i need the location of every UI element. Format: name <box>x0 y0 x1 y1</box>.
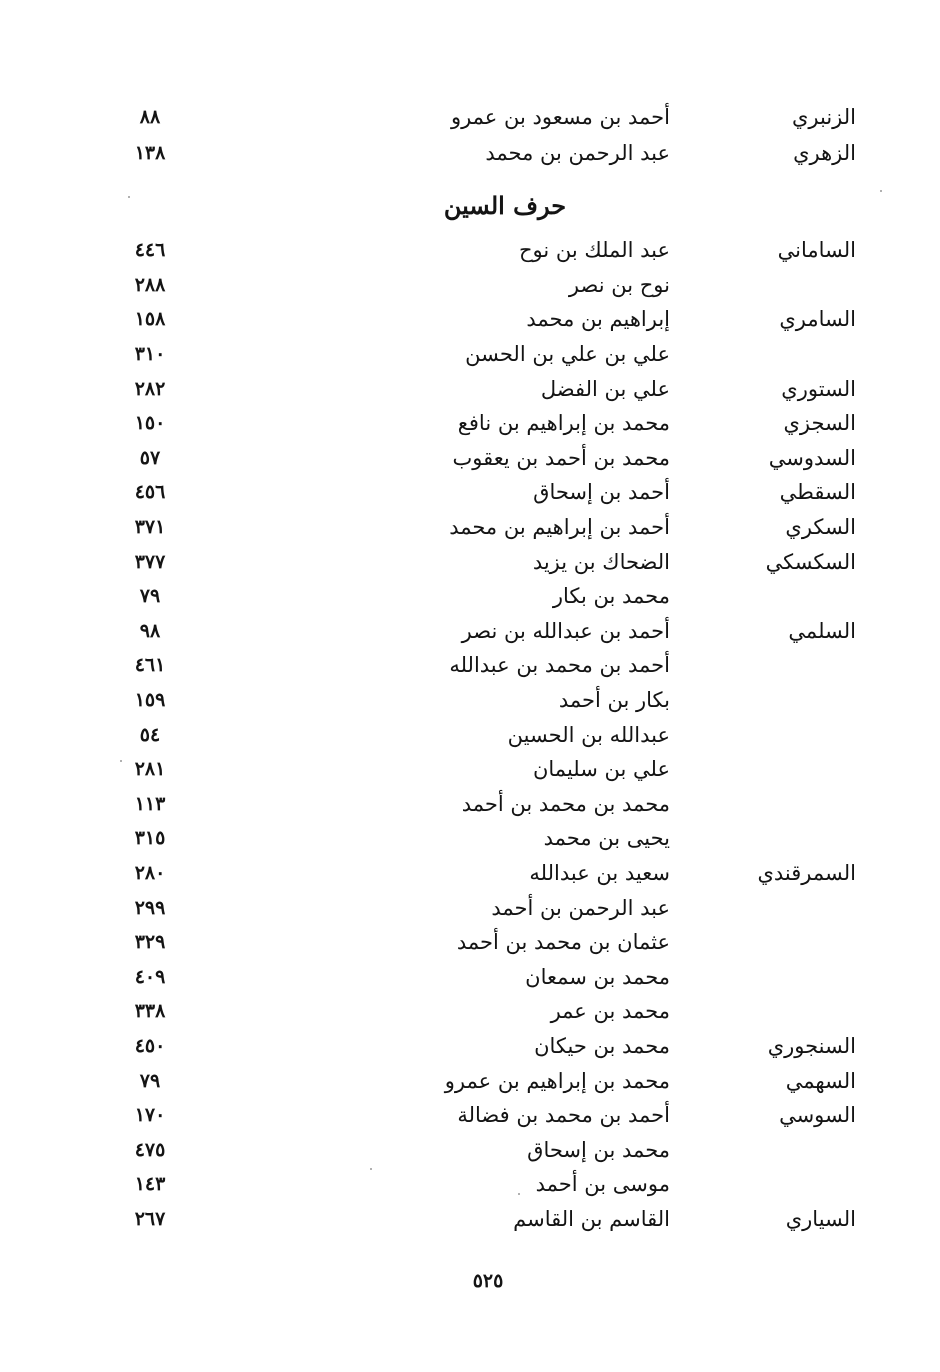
index-row <box>0 1063 940 1098</box>
person-name: سعيد بن عبدالله <box>529 860 670 885</box>
nisba <box>686 821 856 856</box>
person-name: محمد بن أحمد بن يعقوب <box>452 445 670 470</box>
scan-speck <box>880 190 882 192</box>
scan-speck <box>518 1193 520 1195</box>
page-reference: ٧٩ <box>139 585 161 608</box>
page-reference: ٢٨٠ <box>134 861 166 884</box>
page-reference: ٩٨ <box>139 619 161 642</box>
person-name: يحيى بن محمد <box>543 826 670 851</box>
nisba: الزهري <box>793 141 856 165</box>
person-name: عبد الرحمن بن أحمد <box>491 895 670 920</box>
nisba: السكسكي <box>765 549 856 574</box>
person-name: أحمد بن محمد بن فضالة <box>457 1103 670 1128</box>
person-name: علي بن علي بن الحسن <box>465 342 670 367</box>
person-name: علي بن سليمان <box>532 757 670 782</box>
nisba <box>686 959 856 994</box>
index-row <box>0 925 940 960</box>
section-heading: حرف السين <box>443 191 567 220</box>
page-reference: ١٣٨ <box>134 142 166 164</box>
index-row <box>0 1098 940 1133</box>
nisba <box>686 337 856 372</box>
page-reference: ٣٧٧ <box>134 550 166 573</box>
person-name: محمد بن إبراهيم بن عمرو <box>444 1068 670 1093</box>
page-reference: ٤٥٦ <box>134 481 166 504</box>
index-row <box>0 856 940 891</box>
nisba <box>686 579 856 614</box>
person-name: الضحاك بن يزيد <box>532 549 670 574</box>
index-row <box>0 510 940 545</box>
index-row <box>0 544 940 579</box>
page-reference: ٤٦١ <box>134 654 166 677</box>
nisba <box>686 752 856 787</box>
page-reference: ١٧٠ <box>134 1104 166 1127</box>
person-name: موسى بن أحمد <box>535 1172 670 1197</box>
person-name: محمد بن حيكان <box>534 1033 670 1058</box>
nisba <box>686 994 856 1029</box>
nisba: السهمي <box>785 1068 856 1093</box>
index-row <box>0 475 940 510</box>
nisba <box>686 925 856 960</box>
nisba <box>686 717 856 752</box>
index-row <box>0 1202 940 1237</box>
page-reference: ٢٩٩ <box>134 896 166 919</box>
person-name: محمد بن إبراهيم بن نافع <box>457 411 670 436</box>
nisba: الزنبري <box>791 105 856 129</box>
page-reference: ٤٧٥ <box>134 1138 166 1161</box>
page-reference: ١٤٣ <box>134 1173 166 1196</box>
person-name: نوح بن نصر <box>568 272 670 297</box>
person-name: علي بن الفضل <box>540 376 670 401</box>
person-name: عبد الرحمن بن محمد <box>485 141 670 165</box>
index-row <box>0 787 940 822</box>
top-entries <box>0 99 940 171</box>
index-row <box>0 441 940 476</box>
page-reference: ٣٣٨ <box>134 1000 166 1023</box>
person-name: أحمد بن إسحاق <box>533 480 670 505</box>
index-row <box>0 406 940 441</box>
index-row <box>0 648 940 683</box>
person-name: أحمد بن مسعود بن عمرو <box>450 105 670 129</box>
page-reference: ٣١٥ <box>134 827 166 850</box>
nisba <box>686 683 856 718</box>
nisba: السلمي <box>788 618 856 643</box>
nisba <box>686 787 856 822</box>
index-row <box>0 302 940 337</box>
page-reference: ٣٢٩ <box>134 931 166 954</box>
page-number: ٥٢٥ <box>472 1270 504 1292</box>
index-row <box>0 994 940 1029</box>
index-row <box>0 1132 940 1167</box>
person-name: محمد بن بكار <box>552 584 670 609</box>
nisba <box>686 268 856 303</box>
nisba <box>686 1167 856 1202</box>
index-row <box>0 614 940 649</box>
page-reference: ٥٧ <box>139 446 161 469</box>
index-row <box>0 135 940 171</box>
scan-speck <box>120 760 122 762</box>
index-row <box>0 268 940 303</box>
index-row <box>0 717 940 752</box>
page-reference: ١٥٩ <box>134 689 166 712</box>
nisba: السياري <box>785 1206 856 1231</box>
person-name: محمد بن إسحاق <box>527 1137 670 1162</box>
person-name: بكار بن أحمد <box>558 688 670 713</box>
index-row <box>0 1029 940 1064</box>
nisba: السوسي <box>779 1103 856 1128</box>
nisba: السامري <box>779 307 856 332</box>
scan-speck <box>370 1168 372 1170</box>
person-name: أحمد بن إبراهيم بن محمد <box>449 515 670 540</box>
person-name: القاسم بن القاسم <box>513 1206 670 1231</box>
index-row <box>0 579 940 614</box>
page-reference: ٨٨ <box>139 106 161 128</box>
person-name: عبدالله بن الحسين <box>507 722 670 747</box>
page-reference: ٣١٠ <box>134 343 166 366</box>
page-reference: ٢٨١ <box>134 758 166 781</box>
page-reference: ١١٣ <box>134 792 166 815</box>
index-entries <box>0 233 940 1236</box>
person-name: محمد بن سمعان <box>525 964 670 989</box>
index-row <box>0 959 940 994</box>
page-reference: ٤٠٩ <box>134 965 166 988</box>
page-reference: ١٥٨ <box>134 308 166 331</box>
page-reference: ٢٨٨ <box>134 273 166 296</box>
person-name: محمد بن محمد بن أحمد <box>461 791 670 816</box>
person-name: أحمد بن محمد بن عبدالله <box>449 653 670 678</box>
nisba: السنجوري <box>767 1033 856 1058</box>
index-row <box>0 1167 940 1202</box>
page-reference: ٤٥٠ <box>134 1034 166 1057</box>
nisba <box>686 1132 856 1167</box>
nisba <box>686 648 856 683</box>
index-row <box>0 337 940 372</box>
nisba: الستوري <box>781 376 856 401</box>
person-name: عثمان بن محمد بن أحمد <box>456 930 670 955</box>
nisba: السجزي <box>783 411 856 436</box>
page-reference: ٣٧١ <box>134 516 166 539</box>
index-row <box>0 683 940 718</box>
page-reference: ١٥٠ <box>134 412 166 435</box>
index-row <box>0 821 940 856</box>
nisba: الساماني <box>777 238 856 263</box>
index-row <box>0 752 940 787</box>
index-row <box>0 99 940 135</box>
index-row <box>0 371 940 406</box>
page-reference: ٧٩ <box>139 1069 161 1092</box>
person-name: إبراهيم بن محمد <box>526 307 670 332</box>
page-reference: ٢٨٢ <box>134 377 166 400</box>
nisba: السكري <box>785 515 856 540</box>
scan-speck <box>128 196 130 198</box>
nisba: السمرقندي <box>757 860 856 885</box>
person-name: محمد بن عمر <box>550 999 670 1024</box>
nisba <box>686 890 856 925</box>
person-name: أحمد بن عبدالله بن نصر <box>461 618 670 643</box>
nisba: السدوسي <box>768 445 856 470</box>
page-reference: ٥٤ <box>139 723 161 746</box>
page-reference: ٤٤٦ <box>134 239 166 262</box>
nisba: السقطي <box>779 480 856 505</box>
person-name: عبد الملك بن نوح <box>518 238 670 263</box>
index-row <box>0 233 940 268</box>
page-reference: ٢٦٧ <box>134 1207 166 1230</box>
index-row <box>0 890 940 925</box>
